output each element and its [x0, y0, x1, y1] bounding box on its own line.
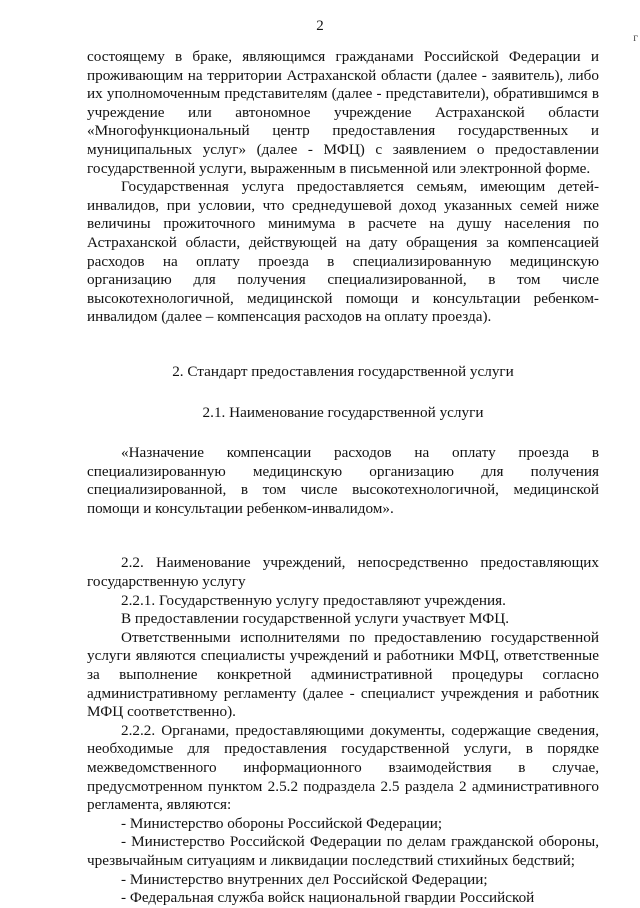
paragraph-2-2: 2.2. Наименование учреждений, непосредственно предоставляющих государственную услугу — [87, 554, 599, 591]
list-item: - Федеральная служба войск национальной гвардии Российской — [121, 889, 535, 907]
list-item: - Министерство внутренних дел Российской Федерации; — [121, 870, 488, 888]
paragraph-responsible: Ответственными исполнителями по предоставлению государственной услуги являются специалисты учреждений и работники МФЦ, ответственные за выполнение конкретной административной процедуры согласно административному регламенту (далее - специалист учреждения и работник МФЦ соответственно). — [87, 628, 599, 721]
list-item: - Министерство Российской Федерации по делам гражданской обороны, чрезвычайным ситуациям и ликвидации последствий стихийных бедствий; — [87, 833, 599, 869]
section-heading: 2. Стандарт предоставления государственной услуги — [172, 362, 514, 380]
paragraph-eligibility: Государственная услуга предоставляется семьям, имеющим детей-инвалидов, при условии, что среднедушевой доход указанных семей ниже величины прожиточного минимума в расчете на душу населения по Астраханской области, действующей на дату обращения за компенсацией расходов на оплату проезда в специализированную медицинскую организацию для получения специализированной, в том числе высокотехнологичной, медицинской помощи и консультации ребенком-инвалидом (далее – компенсация расходов на оплату проезда). — [87, 178, 599, 326]
paragraph-2-2-2: 2.2.2. Органами, предоставляющими документы, содержащие сведения, необходимые для предоставления государственной услуги, в порядке межведомственного информационного взаимодействия в случае, предусмотренном пунктом 2.5.2 подраздела 2.5 раздела 2 административного регламента, являются: — [87, 721, 599, 814]
document-body — [87, 48, 599, 908]
paragraph-mfc: В предоставлении государственной услуги участвует МФЦ. — [121, 610, 509, 628]
paragraph-2-2-1: 2.2.1. Государственную услугу предоставляют учреждения. — [121, 591, 506, 609]
subsection-heading: 2.1. Наименование государственной услуги — [202, 403, 484, 421]
list-item: - Министерство обороны Российской Федерации; — [121, 814, 443, 832]
margin-mark: г — [633, 30, 638, 44]
paragraph-applicants: состоящему в браке, являющимся гражданами Российской Федерации и проживающим на территории Астраханской области (далее - заявитель), либо их уполномоченным представителям (далее - представители), обратившимся в учреждение или автономное учреждение Астраханской области «Многофункциональный центр предоставления государственных и муниципальных услуг» (далее - МФЦ) с заявлением о предоставлении государственной услуги, выраженным в письменной или электронной форме. — [87, 48, 599, 177]
paragraph-service-name: «Назначение компенсации расходов на оплату проезда в специализированную медицинскую организацию для получения специализированной, в том числе высокотехнологичной, медицинской помощи и консультации ребенком-инвалидом». — [87, 444, 599, 517]
page-number: 2 — [316, 18, 324, 34]
